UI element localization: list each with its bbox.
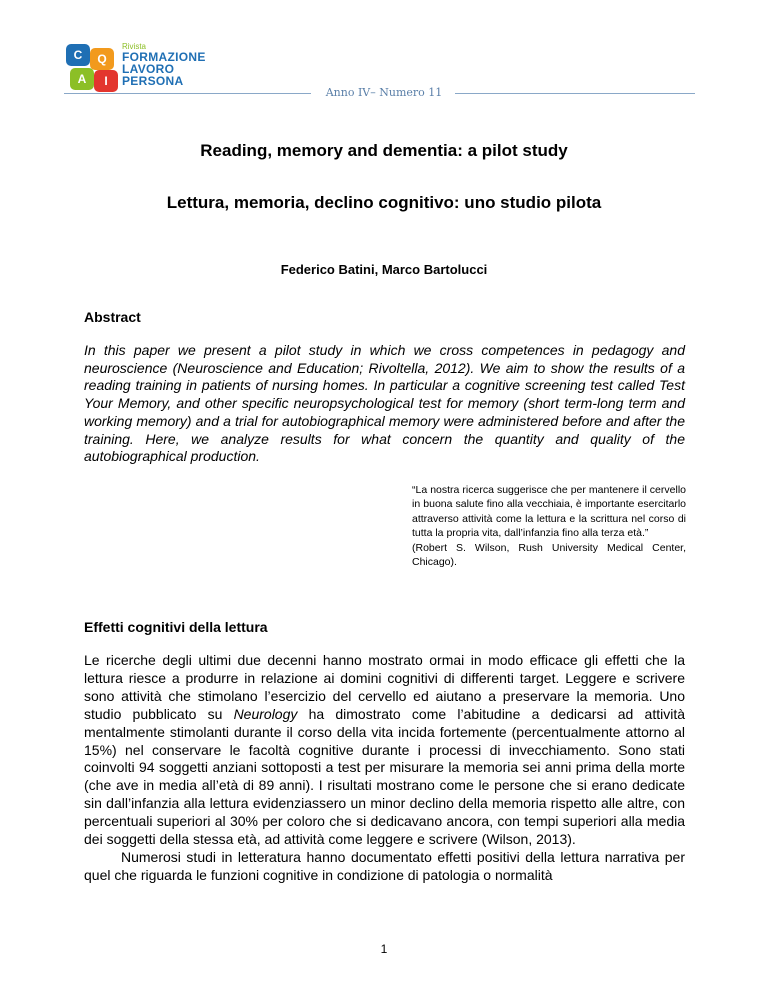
logo-wordmark xyxy=(122,42,206,87)
body-text xyxy=(84,652,685,885)
logo-small-label: Rivista xyxy=(122,42,147,51)
quote-text: “La nostra ricerca suggerisce che per mantenere il cervello in buona salute fino alla vecchiaia, è importante esercitarlo attraverso attività come la lettura e la scrittura nel corso di tutta la propria vita, dall’infanzia fino alla terza età.” xyxy=(412,484,686,540)
logo-tile-i: I xyxy=(94,70,118,92)
abstract-text: In this paper we present a pilot study in which we cross competences in pedagogy and neuroscience (Neuroscience and Education; Rivoltella, 2012). We aim to show the results of a reading training in patients of nursing homes. In particular a cognitive screening test called Test Your Memory, and other specific neuropsychological test for memory (short term-long term and working memory) and a trial for autobiographical memory were administered before and after the training. Here, we analyze results for what concern the quantity and quality of the autobiographical production. xyxy=(84,342,685,465)
issue-label: Anno IV– Numero 11 xyxy=(325,86,443,99)
logo-line-1: FORMAZIONE xyxy=(122,50,206,64)
paragraph-1-part-1: Le ricerche degli ultimi due decenni hanno mostrato ormai in modo efficace gli effetti che la lettura riesce a produrre in relazione ai domini cognitivi di differenti target. Leggere e scrivere sono attività che stimolano l’esercizio del cervello ed aiutano a preservare la memoria. Uno studio pubblicato su xyxy=(84,652,685,722)
paragraph-2: Numerosi studi in letteratura hanno documentato effetti positivi della lettura narrativa per quel che riguarda le funzioni cognitive in condizione di patologia o normalità xyxy=(84,848,685,883)
page-number: 1 xyxy=(380,942,388,956)
abstract-heading: Abstract xyxy=(84,309,141,325)
logo-tile-c: C xyxy=(66,44,90,66)
logo-tile-q: Q xyxy=(90,48,114,70)
journal-name: Neurology xyxy=(233,705,298,722)
logo-line-2: LAVORO xyxy=(122,62,175,76)
title-italian: Lettura, memoria, declino cognitivo: uno studio pilota xyxy=(166,193,602,212)
section-heading: Effetti cognitivi della lettura xyxy=(84,619,268,635)
quote-source: (Robert S. Wilson, Rush University Medical Center, Chicago). xyxy=(412,541,686,569)
header-rule-left xyxy=(64,93,311,94)
paragraph-1 xyxy=(84,652,685,849)
epigraph-quote xyxy=(412,483,686,569)
header-rule-right xyxy=(455,93,695,94)
title-english: Reading, memory and dementia: a pilot study xyxy=(200,141,568,160)
journal-logo xyxy=(64,40,206,96)
paragraph-1-part-2: ha dimostrato come l’abitudine a dedicarsi ad attività mentalmente stimolanti durante il corso della vita incida fortemente (percentualmente attorno al 15%) nel conservare le facoltà cognitive durante i processi di invecchiamento. Sono stati coinvolti 94 soggetti anziani sottoposti a test per misurare la memoria sei anni prima della morte (che ave in media all’età di 89 anni). I risultati mostrano come le persone che si erano dedicate sin dall’infanzia alla lettura evidenziassero un minor declino della memoria rispetto alle altre, con percentuali superiori al 30% per coloro che si dedicavano ancora, con tempi superiori alla media dei soggetti della stessa età, ad attività come leggere e scrivere (Wilson, 2013). xyxy=(84,705,686,848)
logo-line-3: PERSONA xyxy=(122,74,184,88)
puzzle-logo-icon xyxy=(64,40,122,94)
logo-tile-a: A xyxy=(70,68,94,90)
authors: Federico Batini, Marco Bartolucci xyxy=(280,262,488,277)
